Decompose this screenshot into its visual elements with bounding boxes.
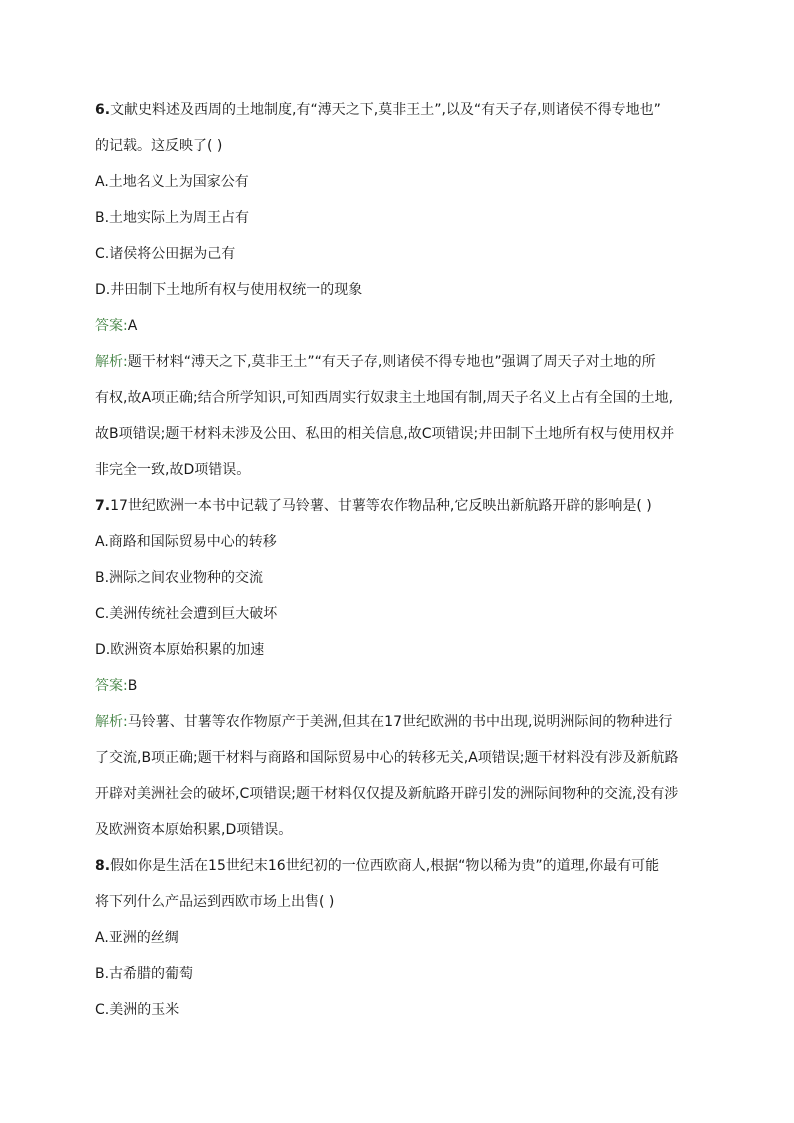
- question-7: [95, 496, 715, 840]
- question-stem: 8.假如你是生活在15世纪末16世纪初的一位西欧商人,根据“物以稀为贵”的道理,你最有可能: [95, 858, 660, 874]
- question-number: 6.: [95, 102, 111, 118]
- answer-label: 答案:: [95, 318, 128, 334]
- option-b: B.古希腊的葡萄: [95, 966, 194, 982]
- question-number: 7.: [95, 498, 111, 514]
- answer-line: [95, 676, 715, 696]
- answer-line: [95, 316, 715, 336]
- option-a: A.土地名义上为国家公有: [95, 174, 249, 190]
- option-c: C.美洲的玉米: [95, 1002, 180, 1018]
- question-number: 8.: [95, 858, 111, 874]
- question-stem-continued: 将下列什么产品运到西欧市场上出售( ): [95, 894, 335, 910]
- explanation-line-3: 故B项错误;题干材料未涉及公田、私田的相关信息,故C项错误;井田制下土地所有权与使用权并: [95, 426, 675, 442]
- explanation-line-4: 及欧洲资本原始积累,D项错误。: [95, 822, 293, 838]
- option-d: D.欧洲资本原始积累的加速: [95, 642, 265, 658]
- question-stem-continued: 的记载。这反映了( ): [95, 138, 223, 154]
- explanation-label: 解析:: [95, 714, 128, 730]
- option-b: B.土地实际上为周王占有: [95, 210, 250, 226]
- question-stem: 6.文献史料述及西周的土地制度,有“溥天之下,莫非王土”,以及“有天子存,则诸侯不得专地也”: [95, 102, 661, 118]
- option-c: C.美洲传统社会遭到巨大破坏: [95, 606, 278, 622]
- option-a: A.商路和国际贸易中心的转移: [95, 534, 277, 550]
- option-a: A.亚洲的丝绸: [95, 930, 179, 946]
- worksheet-page: [95, 100, 715, 1036]
- explanation-line-3: 开辟对美洲社会的破坏,C项错误;题干材料仅仅提及新航路开辟引发的洲际间物种的交流,没有涉: [95, 786, 679, 802]
- explanation-line-1: 解析:马铃薯、甘薯等农作物原产于美洲,但其在17世纪欧洲的书中出现,说明洲际间的物种进行: [95, 714, 673, 730]
- explanation-label: 解析:: [95, 354, 128, 370]
- explanation-line-2: 了交流,B项正确;题干材料与商路和国际贸易中心的转移无关,A项错误;题干材料没有涉及新航路: [95, 750, 679, 766]
- option-b: B.洲际之间农业物种的交流: [95, 570, 264, 586]
- option-c: C.诸侯将公田据为己有: [95, 246, 236, 262]
- answer-value: A: [127, 318, 138, 334]
- explanation-line-1: 解析:题干材料“溥天之下,莫非王土”“有天子存,则诸侯不得专地也”强调了周天子对土地的所: [95, 354, 656, 370]
- explanation-line-2: 有权,故A项正确;结合所学知识,可知西周实行奴隶主土地国有制,周天子名义上占有全国的土地,: [95, 390, 674, 406]
- question-stem: 7.17世纪欧洲一本书中记载了马铃薯、甘薯等农作物品种,它反映出新航路开辟的影响是( ): [95, 498, 652, 514]
- question-8: [95, 856, 715, 1020]
- option-d: D.井田制下土地所有权与使用权统一的现象: [95, 282, 363, 298]
- answer-value: B: [127, 678, 138, 694]
- answer-label: 答案:: [95, 678, 128, 694]
- question-6: [95, 100, 715, 480]
- explanation-line-4: 非完全一致,故D项错误。: [95, 462, 251, 478]
